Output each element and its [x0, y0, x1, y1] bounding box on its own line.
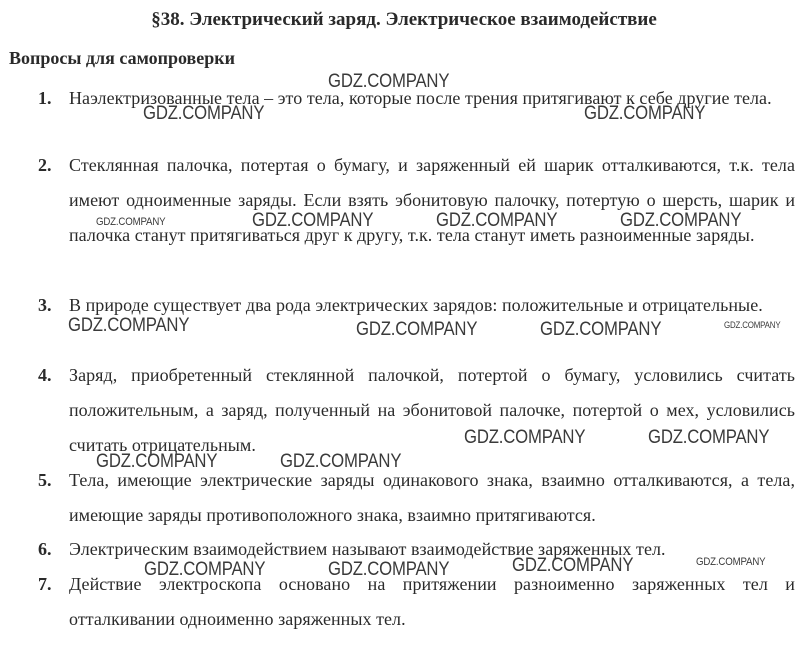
item-text: В природе существует два рода электрических зарядов: положительные и отрицательные.	[69, 295, 763, 315]
item-text: Заряд, приобретенный стеклянной палочкой, потертой о бумагу, условились считать положительным, а заряд, полученный на эбонитовой палочке, потертой о мех, условились считать отрицательным.	[69, 365, 795, 455]
item-number: 6.	[38, 539, 52, 559]
watermark: GDZ.COMPANY	[464, 427, 586, 448]
item-text: Тела, имеющие электрические заряды одинакового знака, взаимно отталкиваются, а тела, имеющие заряды противоположного знака, взаимно притягиваются.	[69, 470, 795, 525]
item-number: 5.	[38, 470, 52, 490]
watermark: GDZ.COMPANY	[328, 71, 450, 92]
watermark: GDZ.COMPANY	[280, 451, 402, 472]
watermark: GDZ.COMPANY	[252, 210, 374, 231]
watermark: GDZ.COMPANY	[143, 103, 265, 124]
watermark: GDZ.COMPANY	[648, 427, 770, 448]
watermark: GDZ.COMPANY	[96, 216, 166, 228]
watermark: GDZ.COMPANY	[144, 559, 266, 580]
item-text: Электрическим взаимодействием называют взаимодействие заряженных тел.	[69, 539, 666, 559]
item-number: 3.	[38, 295, 52, 315]
section-heading: Вопросы для самопроверки	[9, 48, 236, 68]
watermark: GDZ.COMPANY	[436, 210, 558, 231]
watermark: GDZ.COMPANY	[68, 315, 190, 336]
item-number: 1.	[38, 88, 52, 108]
watermark: GDZ.COMPANY	[696, 556, 766, 568]
item-number: 2.	[38, 155, 52, 175]
watermark: GDZ.COMPANY	[356, 319, 478, 340]
item-number: 4.	[38, 365, 52, 385]
watermark: GDZ.COMPANY	[512, 555, 634, 576]
item-text: Действие электроскопа основано на притяжении разноименно заряженных тел и отталкивании одноименно заряженных тел.	[69, 574, 795, 629]
page-title: §38. Электрический заряд. Электрическое взаимодействие	[151, 9, 657, 30]
watermark: GDZ.COMPANY	[540, 319, 662, 340]
item-number: 7.	[38, 574, 52, 594]
item-text: Наэлектризованные тела – это тела, которые после трения притягивают к себе другие тела.	[69, 88, 772, 108]
item-text: Стеклянная палочка, потертая о бумагу, и заряженный ей шарик отталкиваются, т.к. тела имеют одноименные заряды. Если взять эбонитовую палочку, потертую о шерсть, шарик и палочка станут притягиваться друг к другу, т.к. тела станут иметь разноименные заряды.	[69, 155, 795, 245]
watermark: GDZ.COMPANY	[620, 210, 742, 231]
watermark: GDZ.COMPANY	[96, 451, 218, 472]
watermark: GDZ.COMPANY	[584, 103, 706, 124]
watermark: GDZ.COMPANY	[328, 559, 450, 580]
watermark: GDZ.COMPANY	[724, 320, 781, 330]
